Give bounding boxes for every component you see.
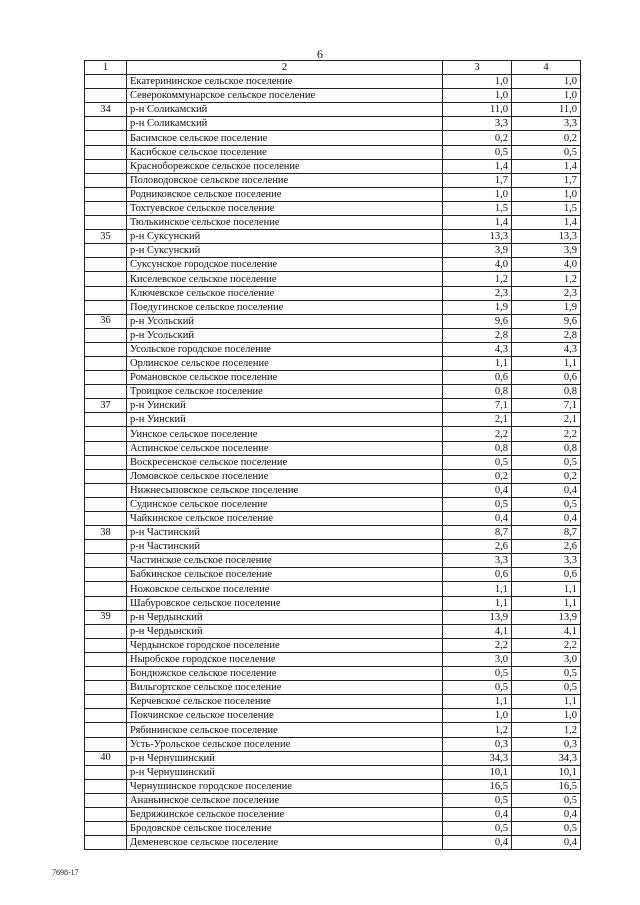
row-number-cell [85,244,127,258]
table-row [85,356,581,370]
region-name-cell: Ломовское сельское поселение [127,469,443,483]
row-number-cell [85,765,127,779]
value-col3-cell: 8,7 [443,526,512,540]
row-number-cell [85,540,127,554]
value-col3-cell: 0,2 [443,131,512,145]
value-col4-cell: 0,8 [512,441,581,455]
value-col4-cell: 11,0 [512,103,581,117]
region-name-cell: Нижнесыповское сельское поселение [127,483,443,497]
table-row [85,455,581,469]
region-name-cell: Рябининское сельское поселение [127,723,443,737]
value-col3-cell: 3,3 [443,554,512,568]
value-col3-cell: 0,2 [443,469,512,483]
table-row [85,103,581,117]
value-col3-cell: 1,0 [443,709,512,723]
row-number-cell [85,356,127,370]
table-row [85,413,581,427]
value-col3-cell: 1,2 [443,723,512,737]
region-name-cell: Половодовское сельское поселение [127,173,443,187]
region-name-cell: Орлинское сельское поселение [127,356,443,370]
table-row [85,526,581,540]
value-col4-cell: 1,5 [512,201,581,215]
table-row [85,807,581,821]
table-row [85,230,581,244]
table-row [85,216,581,230]
value-col3-cell: 0,4 [443,807,512,821]
region-name-cell: Поедугинское сельское поселение [127,300,443,314]
region-name-cell: Киселевское сельское поселение [127,272,443,286]
value-col4-cell: 1,1 [512,356,581,370]
value-col4-cell: 9,6 [512,314,581,328]
value-col3-cell: 1,9 [443,300,512,314]
row-number-cell [85,483,127,497]
table-row [85,173,581,187]
value-col3-cell: 1,0 [443,75,512,89]
region-name-cell: р-н Частинский [127,526,443,540]
region-name-cell: р-н Чернушинский [127,765,443,779]
row-number-cell [85,145,127,159]
value-col4-cell: 0,2 [512,131,581,145]
value-col3-cell: 0,5 [443,455,512,469]
row-number-cell: 35 [85,230,127,244]
table-row [85,272,581,286]
value-col3-cell: 0,5 [443,497,512,511]
row-number-cell [85,187,127,201]
region-name-cell: р-н Суксунский [127,230,443,244]
table-row [85,554,581,568]
table-row [85,399,581,413]
value-col4-cell: 1,0 [512,89,581,103]
table-row [85,497,581,511]
value-col3-cell: 16,5 [443,779,512,793]
value-col3-cell: 0,4 [443,836,512,850]
table-row [85,512,581,526]
row-number-cell [85,709,127,723]
value-col3-cell: 0,5 [443,822,512,836]
row-number-cell [85,469,127,483]
table-row [85,117,581,131]
table-row [85,300,581,314]
table-row [85,371,581,385]
table-row [85,145,581,159]
value-col4-cell: 16,5 [512,779,581,793]
region-name-cell: Керчевское сельское поселение [127,695,443,709]
value-col4-cell: 0,2 [512,469,581,483]
value-col3-cell: 0,4 [443,512,512,526]
value-col3-cell: 1,0 [443,89,512,103]
table-row [85,793,581,807]
value-col4-cell: 1,1 [512,695,581,709]
table-row [85,89,581,103]
value-col3-cell: 34,3 [443,751,512,765]
table-row [85,159,581,173]
row-number-cell: 36 [85,314,127,328]
region-name-cell: Усольское городское поселение [127,342,443,356]
value-col4-cell: 34,3 [512,751,581,765]
region-name-cell: Ананьинское сельское поселение [127,793,443,807]
table-row [85,695,581,709]
region-name-cell: Романовское сельское поселение [127,371,443,385]
row-number-cell [85,723,127,737]
region-name-cell: Красноборежское сельское поселение [127,159,443,173]
row-number-cell [85,554,127,568]
value-col4-cell: 3,3 [512,117,581,131]
region-name-cell: Частинское сельское поселение [127,554,443,568]
value-col4-cell: 2,6 [512,540,581,554]
region-name-cell: Ножовское сельское поселение [127,582,443,596]
row-number-cell [85,652,127,666]
region-name-cell: Северокоммунарское сельское поселение [127,89,443,103]
table-row [85,483,581,497]
table-row [85,610,581,624]
value-col4-cell: 0,5 [512,681,581,695]
row-number-cell [85,159,127,173]
value-col3-cell: 0,6 [443,568,512,582]
region-name-cell: Ключевское сельское поселение [127,286,443,300]
table-row [85,201,581,215]
value-col4-cell: 0,8 [512,385,581,399]
value-col3-cell: 0,5 [443,681,512,695]
region-name-cell: Бондюжское сельское поселение [127,667,443,681]
value-col4-cell: 4,0 [512,258,581,272]
region-name-cell: Тюлькинское сельское поселение [127,216,443,230]
region-name-cell: Троицкое сельское поселение [127,385,443,399]
value-col3-cell: 1,4 [443,159,512,173]
value-col4-cell: 0,5 [512,455,581,469]
region-name-cell: р-н Частинский [127,540,443,554]
value-col3-cell: 0,3 [443,737,512,751]
region-name-cell: р-н Соликамский [127,117,443,131]
row-number-cell [85,779,127,793]
value-col3-cell: 2,8 [443,328,512,342]
value-col3-cell: 2,6 [443,540,512,554]
value-col3-cell: 1,1 [443,356,512,370]
row-number-cell [85,807,127,821]
value-col4-cell: 13,3 [512,230,581,244]
row-number-cell [85,667,127,681]
value-col4-cell: 1,4 [512,216,581,230]
table-body [85,75,581,850]
value-col3-cell: 1,1 [443,695,512,709]
row-number-cell [85,596,127,610]
row-number-cell: 40 [85,751,127,765]
region-name-cell: Усть-Урольское сельское поселение [127,737,443,751]
region-name-cell: Бедряжинское сельское поселение [127,807,443,821]
region-name-cell: Бабкинское сельское поселение [127,568,443,582]
value-col3-cell: 3,3 [443,117,512,131]
value-col4-cell: 0,5 [512,145,581,159]
region-name-cell: Касибское сельское поселение [127,145,443,159]
table-row [85,187,581,201]
value-col4-cell: 2,3 [512,286,581,300]
row-number-cell [85,201,127,215]
value-col4-cell: 2,8 [512,328,581,342]
region-name-cell: р-н Усольский [127,328,443,342]
document-code: 7698-17 [52,868,79,877]
region-name-cell: Вильгортское сельское поселение [127,681,443,695]
value-col3-cell: 13,3 [443,230,512,244]
table-row [85,469,581,483]
row-number-cell [85,173,127,187]
region-name-cell: Ныробское городское поселение [127,652,443,666]
table-row [85,286,581,300]
row-number-cell [85,371,127,385]
column-header: 2 [127,61,443,75]
table-row [85,385,581,399]
row-number-cell [85,582,127,596]
value-col4-cell: 4,1 [512,624,581,638]
value-col3-cell: 4,3 [443,342,512,356]
column-header: 3 [443,61,512,75]
row-number-cell [85,300,127,314]
region-name-cell: р-н Усольский [127,314,443,328]
value-col4-cell: 3,3 [512,554,581,568]
row-number-cell [85,624,127,638]
region-name-cell: р-н Чернушинский [127,751,443,765]
value-col3-cell: 1,4 [443,216,512,230]
value-col4-cell: 0,3 [512,737,581,751]
value-col4-cell: 0,5 [512,793,581,807]
value-col3-cell: 2,2 [443,427,512,441]
value-col3-cell: 9,6 [443,314,512,328]
value-col4-cell: 1,2 [512,723,581,737]
row-number-cell [85,695,127,709]
table-row [85,328,581,342]
value-col4-cell: 0,5 [512,667,581,681]
table-row [85,596,581,610]
table-row [85,427,581,441]
value-col3-cell: 11,0 [443,103,512,117]
region-name-cell: Родниковское сельское поселение [127,187,443,201]
region-name-cell: Чердынское городское поселение [127,638,443,652]
region-name-cell: Деменевское сельское поселение [127,836,443,850]
table-row [85,667,581,681]
value-col3-cell: 0,8 [443,441,512,455]
value-col3-cell: 0,5 [443,667,512,681]
row-number-cell [85,441,127,455]
value-col4-cell: 4,3 [512,342,581,356]
value-col3-cell: 1,7 [443,173,512,187]
value-col4-cell: 3,0 [512,652,581,666]
table-row [85,681,581,695]
value-col3-cell: 1,2 [443,272,512,286]
value-col3-cell: 4,1 [443,624,512,638]
row-number-cell [85,75,127,89]
value-col4-cell: 0,5 [512,497,581,511]
value-col4-cell: 0,4 [512,807,581,821]
table-row [85,582,581,596]
value-col4-cell: 1,1 [512,582,581,596]
row-number-cell: 37 [85,399,127,413]
value-col4-cell: 1,2 [512,272,581,286]
table-row [85,723,581,737]
table-row [85,314,581,328]
value-col3-cell: 3,0 [443,652,512,666]
region-name-cell: Аспинское сельское поселение [127,441,443,455]
row-number-cell [85,216,127,230]
row-number-cell [85,328,127,342]
value-col3-cell: 0,5 [443,793,512,807]
table-row [85,836,581,850]
value-col3-cell: 0,6 [443,371,512,385]
allocation-table [84,60,581,850]
row-number-cell [85,836,127,850]
value-col4-cell: 2,2 [512,638,581,652]
value-col4-cell: 2,1 [512,413,581,427]
table-row [85,709,581,723]
region-name-cell: Воскресенское сельское поселение [127,455,443,469]
table-row [85,765,581,779]
value-col3-cell: 1,1 [443,596,512,610]
table-row [85,540,581,554]
value-col4-cell: 13,9 [512,610,581,624]
row-number-cell [85,131,127,145]
row-number-cell [85,822,127,836]
region-name-cell: р-н Чердынский [127,610,443,624]
value-col4-cell: 1,1 [512,596,581,610]
row-number-cell [85,258,127,272]
region-name-cell: р-н Чердынский [127,624,443,638]
table-row [85,441,581,455]
value-col3-cell: 3,9 [443,244,512,258]
table-row [85,244,581,258]
region-name-cell: Судинское сельское поселение [127,497,443,511]
value-col3-cell: 0,8 [443,385,512,399]
value-col3-cell: 7,1 [443,399,512,413]
value-col3-cell: 4,0 [443,258,512,272]
table-row [85,737,581,751]
row-number-cell [85,737,127,751]
row-number-cell [85,89,127,103]
row-number-cell [85,286,127,300]
row-number-cell [85,455,127,469]
region-name-cell: Басимское сельское поселение [127,131,443,145]
row-number-cell: 34 [85,103,127,117]
value-col4-cell: 0,6 [512,568,581,582]
value-col4-cell: 1,4 [512,159,581,173]
value-col4-cell: 1,0 [512,709,581,723]
row-number-cell [85,497,127,511]
page-number: 6 [317,47,323,61]
region-name-cell: р-н Соликамский [127,103,443,117]
value-col3-cell: 2,3 [443,286,512,300]
row-number-cell [85,793,127,807]
value-col3-cell: 13,9 [443,610,512,624]
value-col4-cell: 8,7 [512,526,581,540]
column-header: 1 [85,61,127,75]
table-header-row [85,61,581,75]
value-col3-cell: 1,1 [443,582,512,596]
row-number-cell [85,638,127,652]
table-row [85,75,581,89]
value-col4-cell: 0,6 [512,371,581,385]
value-col4-cell: 1,0 [512,75,581,89]
row-number-cell [85,272,127,286]
region-name-cell: Бродовское сельское поселение [127,822,443,836]
row-number-cell [85,385,127,399]
row-number-cell [85,681,127,695]
table-row [85,342,581,356]
region-name-cell: р-н Суксунский [127,244,443,258]
value-col4-cell: 7,1 [512,399,581,413]
value-col3-cell: 0,5 [443,145,512,159]
row-number-cell [85,342,127,356]
value-col4-cell: 0,5 [512,822,581,836]
value-col4-cell: 0,4 [512,512,581,526]
table-row [85,258,581,272]
table-row [85,751,581,765]
value-col3-cell: 0,4 [443,483,512,497]
row-number-cell: 38 [85,526,127,540]
value-col3-cell: 2,2 [443,638,512,652]
table-row [85,652,581,666]
value-col4-cell: 1,0 [512,187,581,201]
row-number-cell [85,117,127,131]
region-name-cell: р-н Уинский [127,399,443,413]
row-number-cell: 39 [85,610,127,624]
value-col3-cell: 1,0 [443,187,512,201]
table-row [85,822,581,836]
value-col4-cell: 0,4 [512,483,581,497]
region-name-cell: Покчинское сельское поселение [127,709,443,723]
region-name-cell: Суксунское городское поселение [127,258,443,272]
table-row [85,568,581,582]
value-col4-cell: 3,9 [512,244,581,258]
region-name-cell: Шабуровское сельское поселение [127,596,443,610]
region-name-cell: Чернушинское городское поселение [127,779,443,793]
value-col4-cell: 10,1 [512,765,581,779]
row-number-cell [85,413,127,427]
value-col4-cell: 0,4 [512,836,581,850]
value-col4-cell: 1,7 [512,173,581,187]
row-number-cell [85,512,127,526]
value-col3-cell: 1,5 [443,201,512,215]
value-col4-cell: 1,9 [512,300,581,314]
table-row [85,779,581,793]
value-col3-cell: 10,1 [443,765,512,779]
column-header: 4 [512,61,581,75]
table-row [85,624,581,638]
value-col3-cell: 2,1 [443,413,512,427]
table-row [85,638,581,652]
value-col4-cell: 2,2 [512,427,581,441]
region-name-cell: Уинское сельское поселение [127,427,443,441]
region-name-cell: Чайкинское сельское поселение [127,512,443,526]
row-number-cell [85,568,127,582]
region-name-cell: Тохтуевское сельское поселение [127,201,443,215]
region-name-cell: р-н Уинский [127,413,443,427]
table-row [85,131,581,145]
region-name-cell: Екатерининское сельское поселение [127,75,443,89]
row-number-cell [85,427,127,441]
